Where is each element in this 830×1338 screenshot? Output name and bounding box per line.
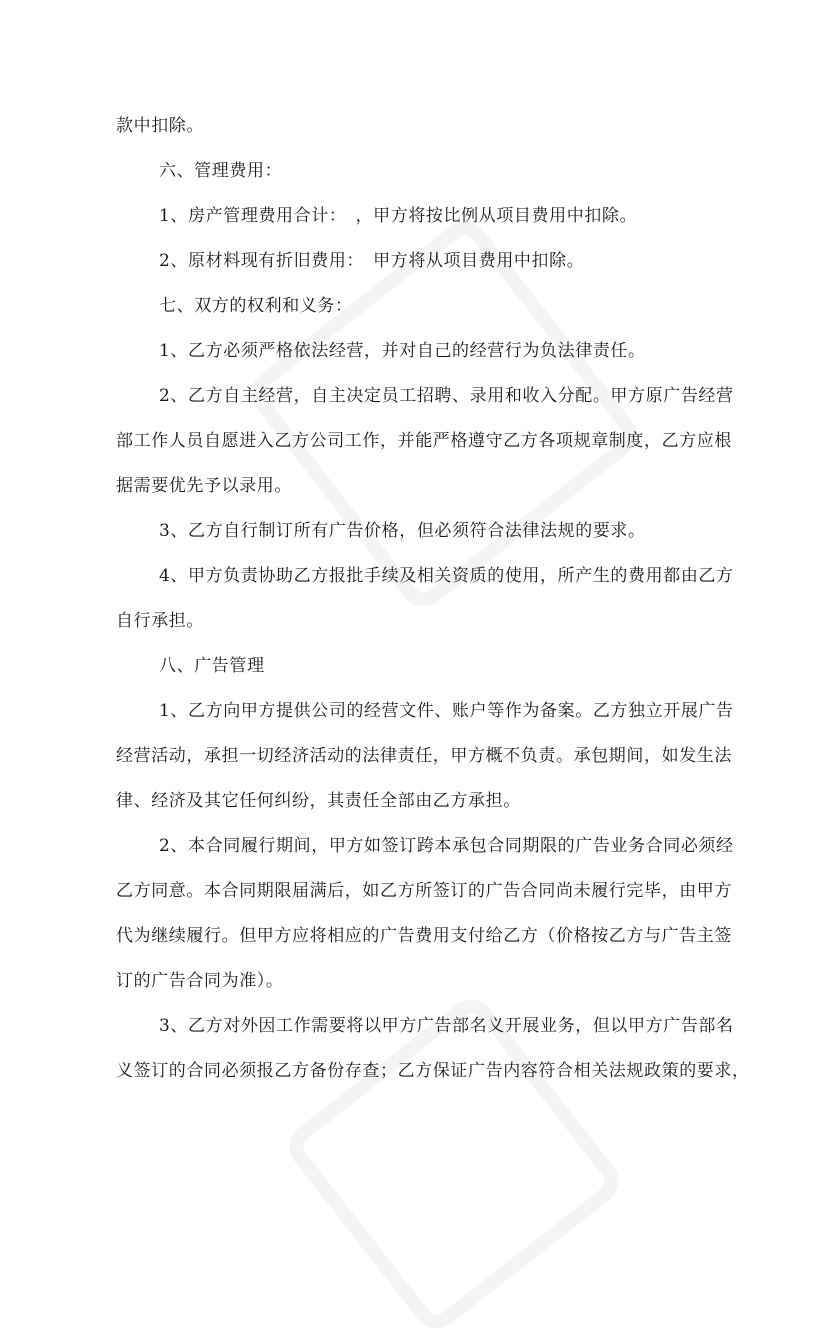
section-heading-management-fees: 六、管理费用： xyxy=(159,161,283,181)
section-heading-ad-management: 八、广告管理 xyxy=(159,656,265,676)
section-heading-rights-obligations: 七、双方的权利和义务： xyxy=(159,296,353,316)
paragraph-line: 订的广告合同为准）。 xyxy=(116,971,284,991)
paragraph-line: 1、乙方必须严格依法经营，并对自己的经营行为负法律责任。 xyxy=(159,341,646,361)
paragraph-line: 乙方同意。本合同期限届满后，如乙方所签订的广告合同尚未履行完毕，由甲方 xyxy=(116,881,732,901)
paragraph-line: 4、甲方负责协助乙方报批手续及相关资质的使用，所产生的费用都由乙方 xyxy=(159,566,734,586)
paragraph-line: 义签订的合同必须报乙方备份存查；乙方保证广告内容符合相关法规政策的要求， xyxy=(116,1061,750,1081)
paragraph-line: 自行承担。 xyxy=(116,611,204,631)
paragraph-line: 部工作人员自愿进入乙方公司工作，并能严格遵守乙方各项规章制度，乙方应根 xyxy=(116,431,732,451)
paragraph-line: 经营活动，承担一切经济活动的法律责任，甲方概不负责。承包期间，如发生法 xyxy=(116,746,732,766)
paragraph-line: 1、房产管理费用合计： ，甲方将按比例从项目费用中扣除。 xyxy=(159,206,638,226)
paragraph-line: 1、乙方向甲方提供公司的经营文件、账户等作为备案。乙方独立开展广告 xyxy=(159,701,734,721)
document-body xyxy=(116,104,750,1094)
paragraph-line: 款中扣除。 xyxy=(116,116,204,136)
paragraph-line: 2、乙方自主经营，自主决定员工招聘、录用和收入分配。甲方原广告经营 xyxy=(159,386,734,406)
paragraph-line: 据需要优先予以录用。 xyxy=(116,476,292,496)
paragraph-line: 代为继续履行。但甲方应将相应的广告费用支付给乙方（价格按乙方与广告主签 xyxy=(116,926,732,946)
paragraph-line: 2、原材料现有折旧费用： 甲方将从项目费用中扣除。 xyxy=(159,251,585,271)
paragraph-line: 3、乙方自行制订所有广告价格，但必须符合法律法规的要求。 xyxy=(159,521,646,541)
paragraph-line: 3、乙方对外因工作需要将以甲方广告部名义开展业务，但以甲方广告部名 xyxy=(159,1016,734,1036)
paragraph-line: 律、经济及其它任何纠纷，其责任全部由乙方承担。 xyxy=(116,791,521,811)
paragraph-line: 2、本合同履行期间，甲方如签订跨本承包合同期限的广告业务合同必须经 xyxy=(159,836,734,856)
